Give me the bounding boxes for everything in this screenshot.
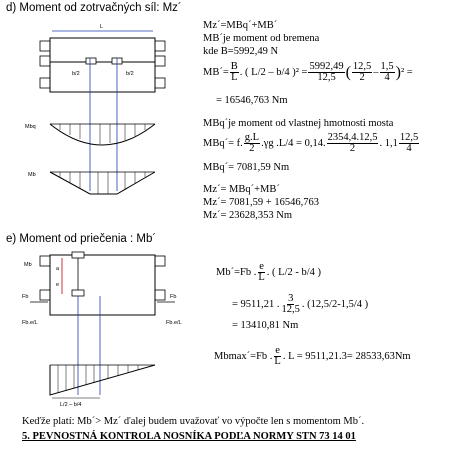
diagram-d-mb-curve [50,172,155,194]
section-5-title: 5. PEVNOSTNÁ KONTROLA NOSNÍKA PODĽA NORMY STN 73 14 01 [22,431,356,442]
e-eq-1-den: L [258,272,265,283]
d-eq-4-f4-num: 1,5 [380,61,394,72]
diagram-d-mb-hatch [60,172,145,194]
d-eq-4-frac-1 [230,62,239,83]
d-eq-7-f2-den: 2 [349,143,356,154]
e-eq-2-den: 12,5 [281,304,300,315]
diagram-d-block-bl [40,78,50,88]
conclusion-note: Keďže platí: Mb´> Mz´ ďalej budem uvažovať vo výpočte len s momentom Mb´. [22,416,365,427]
diagram-d-trolley-left [86,58,96,64]
d-eq-4-f2-den: 12,5 [317,72,336,83]
d-eq-3: kde B=5992,49 N [203,46,279,57]
diagram-e-mb-label: Mb [24,262,32,268]
section-e-heading: e) Moment od priečenia : Mb´ [6,233,157,245]
d-eq-4-frac-2 [308,62,344,83]
d-eq-1: Mz´=MBq´+MB´ [203,20,278,31]
d-eq-7-f3-den: 4 [406,143,412,154]
diagram-e-bottom-label: L/2 – b/4 [60,402,82,408]
diagram-d-b2-right: b/2 [126,71,134,77]
d-eq-4-frac-4 [380,62,395,83]
d-eq-4-suffix: ² = [401,66,413,78]
d-eq-4-minus: – [373,66,379,78]
d-eq-4-frac-3 [352,62,372,83]
d-eq-7 [203,133,420,154]
d-eq-7-prefix: MBq´= f. [203,137,243,149]
diagram-d-mbq-hatch [60,124,145,144]
e-eq-4-prefix: Mbmax´=Fb . [214,350,273,362]
d-eq-4: MB´= $\frac{B}{L}$ . ( L/2 – b/4 )² = $\frac{5992,49}{12,5}$ ( $\frac{12,5}{2}$ – $\frac{1,5}{4}$ ) ² = [203,61,413,83]
diagram-d-mbq-curve [50,124,155,145]
diagram-e-block-br [155,290,165,300]
d-eq-7-f1-num: g.L [244,132,260,143]
d-eq-7-frac-3 [399,133,419,154]
d-eq-5: = 16546,763 Nm [216,95,288,106]
d-eq-4-f2-num: 5992,49 [309,61,344,72]
e-eq-1-prefix: Mb´=Fb . [216,266,257,278]
diagram-e-block-tl [40,256,50,266]
diagram-d-mb-label: Mb [28,172,36,178]
e-eq-2-prefix: = 9511,21 . [232,298,280,310]
d-eq-4-mid: . ( L/2 – b/4 )² = [239,66,308,78]
d-eq-9: Mz´= MBq´+MB´ [203,184,280,195]
e-eq-3: = 13410,81 Nm [232,320,299,331]
d-eq-2: MB´je moment od bremena [203,33,320,44]
diagram-d-block-tl [40,41,50,51]
d-eq-7-frac-1 [244,133,260,154]
e-eq-4-suffix: . L = 9511,21.3= 28533,63Nm [282,350,411,362]
diagram-e-fb2-right: Fb.e/L [166,320,182,326]
d-eq-7-mid: .γg .L/4 = 0,14. [261,137,326,149]
e-eq-4-num: e [275,345,280,356]
d-eq-7-mid2: . 1,1 [379,137,398,149]
e-eq-2-suffix: . (12,5/2-1,5/4 ) [301,298,369,310]
diagram-d-frame [50,38,155,92]
d-eq-6: MBq´je moment od vlastnej hmotnosti mosta [203,118,394,129]
d-eq-4-f4-den: 4 [384,72,390,83]
d-eq-7-frac-2 [327,133,379,154]
e-eq-1-suffix: . ( L/2 - b/4 ) [266,266,322,278]
diagram-e-fb2-left: Fb.e/L [22,320,38,326]
diagram-e-trolley-bottom [72,290,84,296]
diagram-d-mbq-label: Mbq [25,124,36,130]
diagram-e-trolley [72,252,84,258]
d-eq-8: MBq´= 7081,59 Nm [203,162,290,173]
d-eq-7-f1-den: 2 [249,143,255,154]
d-eq-7-f3-num: 12,5 [399,132,419,143]
diagram-e-frame [50,255,155,315]
d-eq-10: Mz´= 7081,59 + 16546,763 [203,197,319,208]
diagram-e-block-bl [40,290,50,300]
diagram-d-span-label: L [100,24,104,30]
diagram-d-block-tr2 [155,56,165,66]
diagram-d-block-tl2 [40,56,50,66]
e-eq-4-den: L [274,356,281,367]
d-eq-4-f3-num: 12,5 [352,61,372,72]
diagram-d [20,16,195,216]
e-eq-1-num: e [259,261,264,272]
d-eq-4-f1-den: L [231,72,238,83]
e-eq-2-frac [281,294,301,315]
e-eq-1 [216,262,321,283]
d-eq-4-prefix: MB´= [203,66,229,78]
diagram-e-e-label: e [56,282,60,288]
diagram-e-a-label: a [56,266,60,272]
d-eq-4-f1-num: B [230,61,238,72]
diagram-e-fb-left: Fb [22,294,29,300]
e-eq-4-frac [273,346,281,367]
diagram-d-block-br [155,78,165,88]
diagram-e-block-tr [155,256,165,266]
d-eq-7-f2-num: 2354,4.12,5 [327,132,378,143]
e-eq-2 [232,294,368,315]
diagram-e [20,250,195,410]
d-eq-11: Mz´= 23628,353 Nm [203,210,293,221]
diagram-d-b2-left: b/2 [72,71,80,77]
diagram-e-fb-right: Fb [170,294,177,300]
diagram-d-block-tr [155,41,165,51]
e-eq-1-frac [257,262,265,283]
e-eq-2-num: 3 [288,293,294,304]
e-eq-4 [214,346,411,367]
section-d-heading: d) Moment od zotrvačných síl: Mz´ [6,2,182,14]
d-eq-4-f3-den: 2 [359,72,365,83]
